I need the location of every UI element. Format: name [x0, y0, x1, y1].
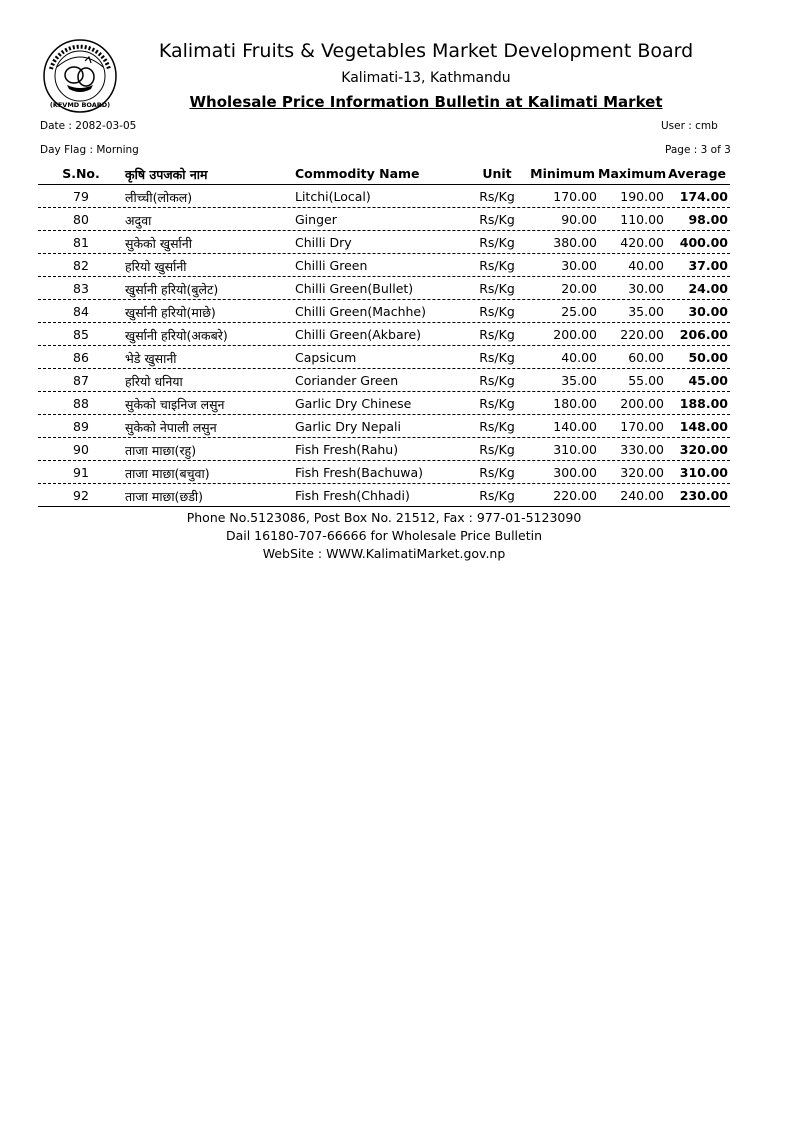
row-maximum: 110.00	[620, 212, 664, 227]
row-average: 50.00	[688, 350, 728, 365]
table-row	[38, 254, 730, 277]
row-maximum: 55.00	[628, 373, 664, 388]
row-minimum: 310.00	[553, 442, 597, 457]
row-maximum: 170.00	[620, 419, 664, 434]
row-minimum: 20.00	[561, 281, 597, 296]
row-maximum: 35.00	[628, 304, 664, 319]
row-unit: Rs/Kg	[479, 235, 515, 250]
price-table	[38, 162, 730, 507]
row-average: 24.00	[688, 281, 728, 296]
row-commodity-name: Chilli Green(Machhe)	[295, 304, 426, 319]
table-row	[38, 323, 730, 346]
row-maximum: 60.00	[628, 350, 664, 365]
row-commodity-name: Chilli Green	[295, 258, 368, 273]
header-average: Average	[668, 166, 726, 181]
row-maximum: 40.00	[628, 258, 664, 273]
row-sn: 82	[73, 258, 89, 273]
row-commodity-name: Ginger	[295, 212, 337, 227]
row-nepali-name: खुर्सानी हरियो(माछे)	[125, 305, 216, 320]
row-unit: Rs/Kg	[479, 442, 515, 457]
table-row	[38, 231, 730, 254]
row-maximum: 200.00	[620, 396, 664, 411]
row-maximum: 240.00	[620, 488, 664, 503]
row-minimum: 90.00	[561, 212, 597, 227]
table-row	[38, 277, 730, 300]
row-unit: Rs/Kg	[479, 212, 515, 227]
row-unit: Rs/Kg	[479, 350, 515, 365]
row-average: 37.00	[688, 258, 728, 273]
row-average: 148.00	[679, 419, 728, 434]
row-average: 206.00	[679, 327, 728, 342]
row-nepali-name: ताजा माछा(बचुवा)	[125, 466, 210, 481]
header-minimum: Minimum	[530, 166, 595, 181]
row-nepali-name: ताजा माछा(रहु)	[125, 443, 197, 458]
row-average: 400.00	[679, 235, 728, 250]
row-maximum: 220.00	[620, 327, 664, 342]
row-minimum: 170.00	[553, 189, 597, 204]
row-nepali-name: हरियो खुर्सानी	[125, 259, 187, 274]
row-unit: Rs/Kg	[479, 281, 515, 296]
table-row	[38, 208, 730, 231]
table-row	[38, 438, 730, 461]
row-average: 230.00	[679, 488, 728, 503]
table-header	[38, 162, 730, 185]
svg-text:(KFVMD BOARD): (KFVMD BOARD)	[49, 101, 111, 109]
footer-dial: Dail 16180-707-66666 for Wholesale Price Bulletin	[225, 528, 543, 543]
row-maximum: 330.00	[620, 442, 664, 457]
row-commodity-name: Capsicum	[295, 350, 357, 365]
table-row	[38, 185, 730, 208]
row-commodity-name: Garlic Dry Chinese	[295, 396, 412, 411]
row-maximum: 420.00	[620, 235, 664, 250]
row-nepali-name: भेडे खुसानी	[125, 351, 177, 366]
row-nepali-name: हरियो धनिया	[125, 374, 183, 389]
row-commodity-name: Coriander Green	[295, 373, 399, 388]
row-minimum: 30.00	[561, 258, 597, 273]
row-commodity-name: Chilli Green(Bullet)	[295, 281, 414, 296]
table-row	[38, 461, 730, 484]
row-nepali-name: अदुवा	[125, 213, 152, 228]
table-row	[38, 415, 730, 438]
row-average: 188.00	[679, 396, 728, 411]
row-nepali-name: खुर्सानी हरियो(अकबरे)	[125, 328, 228, 343]
row-commodity-name: Garlic Dry Nepali	[295, 419, 401, 434]
row-minimum: 380.00	[553, 235, 597, 250]
header-nepali-name: कृषि उपजको नाम	[125, 167, 208, 182]
row-commodity-name: Fish Fresh(Chhadi)	[295, 488, 410, 503]
row-average: 45.00	[688, 373, 728, 388]
table-row	[38, 369, 730, 392]
table-row	[38, 300, 730, 323]
row-nepali-name: सुकेको खुर्सानी	[125, 236, 192, 251]
footer-website: WebSite : WWW.KalimatiMarket.gov.np	[262, 546, 506, 561]
row-unit: Rs/Kg	[479, 258, 515, 273]
row-sn: 86	[73, 350, 89, 365]
report-user: User : cmb	[661, 120, 718, 132]
row-nepali-name: सुकेको चाइनिज लसुन	[125, 397, 225, 412]
row-sn: 88	[73, 396, 89, 411]
table-row	[38, 392, 730, 415]
row-average: 310.00	[679, 465, 728, 480]
row-sn: 83	[73, 281, 89, 296]
row-maximum: 190.00	[620, 189, 664, 204]
row-minimum: 35.00	[561, 373, 597, 388]
row-nepali-name: लीच्ची(लोकल)	[125, 190, 193, 205]
row-commodity-name: Chilli Dry	[295, 235, 352, 250]
header-sn: S.No.	[62, 166, 100, 181]
row-minimum: 300.00	[553, 465, 597, 480]
row-minimum: 200.00	[553, 327, 597, 342]
row-unit: Rs/Kg	[479, 327, 515, 342]
row-sn: 85	[73, 327, 89, 342]
row-maximum: 30.00	[628, 281, 664, 296]
row-minimum: 140.00	[553, 419, 597, 434]
row-unit: Rs/Kg	[479, 189, 515, 204]
row-sn: 87	[73, 373, 89, 388]
header-maximum: Maximum	[598, 166, 667, 181]
board-address: Kalimati-13, Kathmandu	[341, 70, 511, 86]
bulletin-title: Wholesale Price Information Bulletin at Kalimati Market	[189, 93, 663, 111]
row-unit: Rs/Kg	[479, 465, 515, 480]
row-average: 320.00	[679, 442, 728, 457]
row-commodity-name: Fish Fresh(Rahu)	[295, 442, 399, 457]
row-sn: 80	[73, 212, 89, 227]
row-commodity-name: Litchi(Local)	[295, 189, 371, 204]
row-sn: 89	[73, 419, 89, 434]
table-row	[38, 346, 730, 369]
row-minimum: 220.00	[553, 488, 597, 503]
row-minimum: 40.00	[561, 350, 597, 365]
header-unit: Unit	[482, 166, 512, 181]
row-sn: 92	[73, 488, 89, 503]
board-title: Kalimati Fruits & Vegetables Market Development Board	[158, 40, 694, 62]
report-date: Date : 2082-03-05	[40, 120, 137, 132]
row-commodity-name: Fish Fresh(Bachuwa)	[295, 465, 424, 480]
header-commodity-name: Commodity Name	[295, 166, 420, 181]
table-row	[38, 484, 730, 507]
row-nepali-name: खुर्सानी हरियो(बुलेट)	[125, 282, 219, 297]
row-nepali-name: ताजा माछा(छडी)	[125, 489, 204, 504]
row-average: 30.00	[688, 304, 728, 319]
footer-contact: Phone No.5123086, Post Box No. 21512, Fax : 977-01-5123090	[186, 510, 582, 525]
row-sn: 79	[73, 189, 89, 204]
row-commodity-name: Chilli Green(Akbare)	[295, 327, 422, 342]
row-unit: Rs/Kg	[479, 419, 515, 434]
row-minimum: 25.00	[561, 304, 597, 319]
row-sn: 84	[73, 304, 89, 319]
table-body	[38, 185, 730, 507]
row-maximum: 320.00	[620, 465, 664, 480]
row-average: 174.00	[679, 189, 728, 204]
page-number: Page : 3 of 3	[665, 144, 731, 156]
row-unit: Rs/Kg	[479, 304, 515, 319]
row-sn: 91	[73, 465, 89, 480]
day-flag: Day Flag : Morning	[40, 144, 139, 156]
row-unit: Rs/Kg	[479, 488, 515, 503]
row-minimum: 180.00	[553, 396, 597, 411]
row-unit: Rs/Kg	[479, 396, 515, 411]
row-nepali-name: सुकेको नेपाली लसुन	[125, 420, 217, 435]
row-unit: Rs/Kg	[479, 373, 515, 388]
row-sn: 81	[73, 235, 89, 250]
row-sn: 90	[73, 442, 89, 457]
row-average: 98.00	[688, 212, 728, 227]
